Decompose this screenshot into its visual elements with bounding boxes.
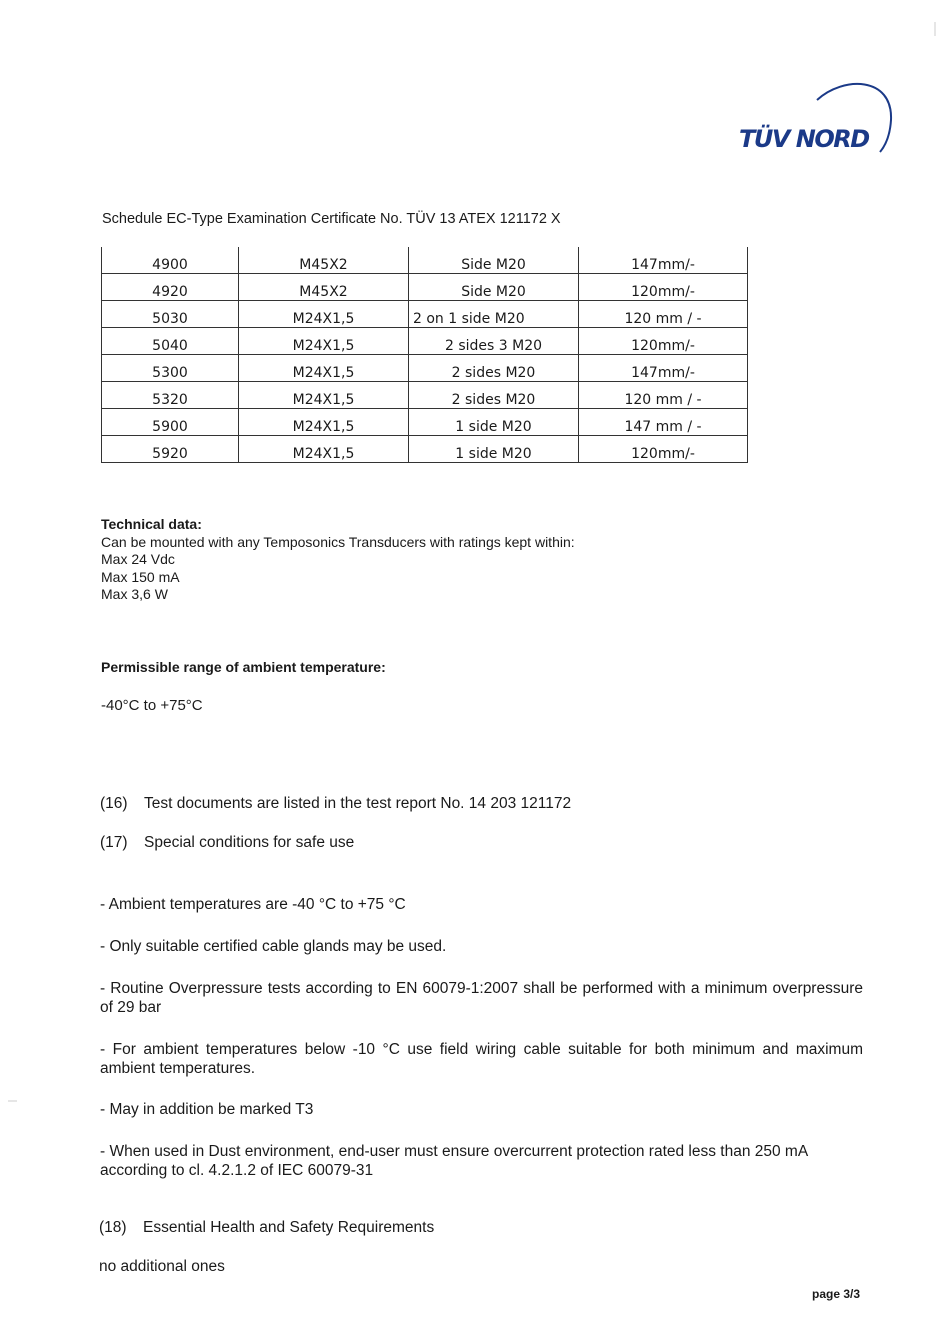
table-cell: 120mm/- xyxy=(579,436,748,463)
section-17 xyxy=(100,834,354,852)
table-row xyxy=(102,409,748,436)
condition-item: - Ambient temperatures are -40 °C to +75 °C xyxy=(100,896,406,913)
technical-data xyxy=(101,516,575,604)
ambient-temperature-range: -40°C to +75°C xyxy=(101,697,203,714)
section-text: Essential Health and Safety Requirements xyxy=(143,1219,435,1236)
table-cell: 1 side M20 xyxy=(409,409,579,436)
table-cell: 5040 xyxy=(102,328,239,355)
table-cell: 4900 xyxy=(102,247,239,274)
section-number: (16) xyxy=(100,795,128,812)
table-cell: 5300 xyxy=(102,355,239,382)
table-cell: 5320 xyxy=(102,382,239,409)
table-cell: 147 mm / - xyxy=(579,409,748,436)
section-text: Test documents are listed in the test report No. 14 203 121172 xyxy=(144,795,572,812)
table-cell: 147mm/- xyxy=(579,247,748,274)
table-cell: M24X1,5 xyxy=(239,382,409,409)
schedule-table xyxy=(101,247,748,463)
certificate-heading: Schedule EC-Type Examination Certificate No. TÜV 13 ATEX 121172 X xyxy=(102,211,561,227)
table-cell: M45X2 xyxy=(239,247,409,274)
table-cell: 120 mm / - xyxy=(579,301,748,328)
table-cell: 2 on 1 side M20 xyxy=(409,301,579,328)
section-16 xyxy=(100,795,571,813)
condition-item: - When used in Dust environment, end-user must ensure overcurrent protection rated less than 250 mA according to cl. 4.2.1.2 of IEC 60079-31 xyxy=(100,1143,808,1179)
section-number: (17) xyxy=(100,834,128,851)
technical-line: Max 24 Vdc xyxy=(101,551,175,567)
table-row xyxy=(102,382,748,409)
table-cell: 5030 xyxy=(102,301,239,328)
table-cell: 120mm/- xyxy=(579,328,748,355)
condition-item: - May in addition be marked T3 xyxy=(100,1101,314,1118)
table-cell: M24X1,5 xyxy=(239,328,409,355)
table-cell: 2 sides M20 xyxy=(409,382,579,409)
table-row xyxy=(102,436,748,463)
condition-item: - Only suitable certified cable glands may be used. xyxy=(100,938,447,955)
table-cell: 120mm/- xyxy=(579,274,748,301)
table-row xyxy=(102,247,748,274)
table-cell: M24X1,5 xyxy=(239,355,409,382)
table-row xyxy=(102,328,748,355)
table-cell: M24X1,5 xyxy=(239,436,409,463)
table-cell: 2 sides M20 xyxy=(409,355,579,382)
table-row xyxy=(102,355,748,382)
table-cell: 147mm/- xyxy=(579,355,748,382)
ambient-temperature-title: Permissible range of ambient temperature: xyxy=(101,659,386,675)
section-18 xyxy=(99,1219,434,1237)
table-cell: 5900 xyxy=(102,409,239,436)
tuv-nord-logo xyxy=(735,78,900,163)
table-cell: Side M20 xyxy=(409,274,579,301)
table-cell: M45X2 xyxy=(239,274,409,301)
technical-line: Max 3,6 W xyxy=(101,586,168,602)
table-cell: Side M20 xyxy=(409,247,579,274)
scan-mark xyxy=(8,1100,17,1102)
logo-text: TÜV NORD xyxy=(739,125,869,153)
table-cell: 120 mm / - xyxy=(579,382,748,409)
technical-line: Can be mounted with any Temposonics Transducers with ratings kept within: xyxy=(101,533,575,550)
section-text: Special conditions for safe use xyxy=(144,834,355,851)
no-additional-text: no additional ones xyxy=(99,1258,225,1275)
condition-item: - For ambient temperatures below -10 °C use field wiring cable suitable for both minimum and maximum ambient temperatures. xyxy=(100,1041,863,1077)
table-cell: 1 side M20 xyxy=(409,436,579,463)
table-row xyxy=(102,301,748,328)
technical-data-title: Technical data: xyxy=(101,516,202,532)
scan-mark xyxy=(934,22,936,36)
condition-item: - Routine Overpressure tests according to EN 60079-1:2007 shall be performed with a minimum overpressure of 29 bar xyxy=(100,980,863,1016)
page-number: page 3/3 xyxy=(812,1287,861,1301)
table-row xyxy=(102,274,748,301)
table-cell: 5920 xyxy=(102,436,239,463)
table-cell: M24X1,5 xyxy=(239,409,409,436)
technical-line: Max 150 mA xyxy=(101,568,180,585)
table-cell: M24X1,5 xyxy=(239,301,409,328)
table-cell: 4920 xyxy=(102,274,239,301)
table-cell: 2 sides 3 M20 xyxy=(409,328,579,355)
section-number: (18) xyxy=(99,1219,127,1236)
